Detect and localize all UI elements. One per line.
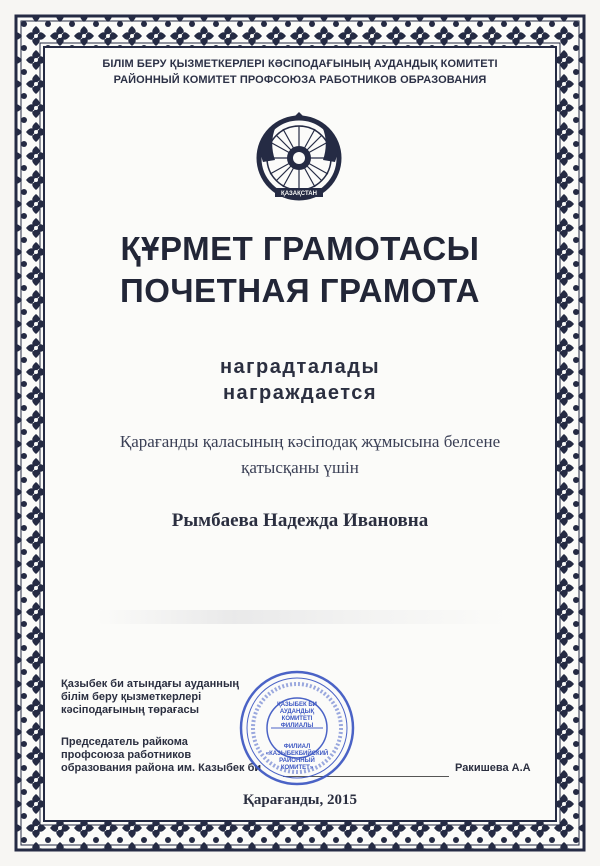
- certificate-body: [47, 50, 553, 818]
- reason-line-1: Қарағанды қаласының кәсіподақ жұмысына белсене: [119, 432, 501, 451]
- faded-text-line: [97, 610, 507, 624]
- reason-line-2: қатысқаны үшін: [241, 458, 359, 477]
- emblem-ribbon-text: ҚАЗАҚСТАН: [281, 191, 317, 197]
- kazakhstan-state-emblem-icon: [253, 112, 345, 204]
- signatory-name: Ракишева А.А: [455, 762, 531, 774]
- header-kz: БІЛІМ БЕРУ ҚЫЗМЕТКЕРЛЕРІ КӘСІПОДАҒЫНЫҢ АУДАНДЫҚ КОМИТЕТІ: [102, 58, 498, 70]
- recipient-name: Рымбаева Надежда Ивановна: [171, 510, 429, 531]
- header-ru: РАЙОННЫЙ КОМИТЕТ ПРОФСОЮЗА РАБОТНИКОВ ОБРАЗОВАНИЯ: [113, 74, 487, 86]
- signature-ru-line-1: Председатель райкома: [61, 736, 188, 748]
- place-and-year: Қарағанды, 2015: [243, 792, 357, 808]
- signature-kz-line-3: кәсіподағының төрағасы: [61, 704, 199, 716]
- signature-kz-line-1: Қазыбек би атындағы ауданның: [61, 678, 239, 690]
- signature-title-ru: [61, 736, 261, 775]
- signature-title-kz: [61, 678, 239, 717]
- title-ru: ПОЧЕТНАЯ ГРАМОТА: [119, 272, 480, 309]
- signature-ru-line-2: профсоюза работников: [61, 749, 192, 761]
- signature-ru-line-3: образования района им. Казыбек би: [61, 762, 262, 774]
- awarded-kz: наградталады: [219, 356, 381, 378]
- stamp-text-bottom: ФИЛИАЛ «КАЗЫБЕКБИЙСКИЙ РАЙОННЫЙ КОМИТЕТ»: [265, 744, 329, 771]
- title-kz: ҚҰРМЕТ ГРАМОТАСЫ: [120, 230, 480, 267]
- awarded-ru: награждается: [222, 382, 378, 404]
- stamp-text-top: ҚАЗЫБЕК БИ АУДАНДЫҚ КОМИТЕТІ ФИЛИАЛЫ: [277, 702, 317, 729]
- signature-kz-line-2: білім беру қызметкерлері: [61, 691, 202, 703]
